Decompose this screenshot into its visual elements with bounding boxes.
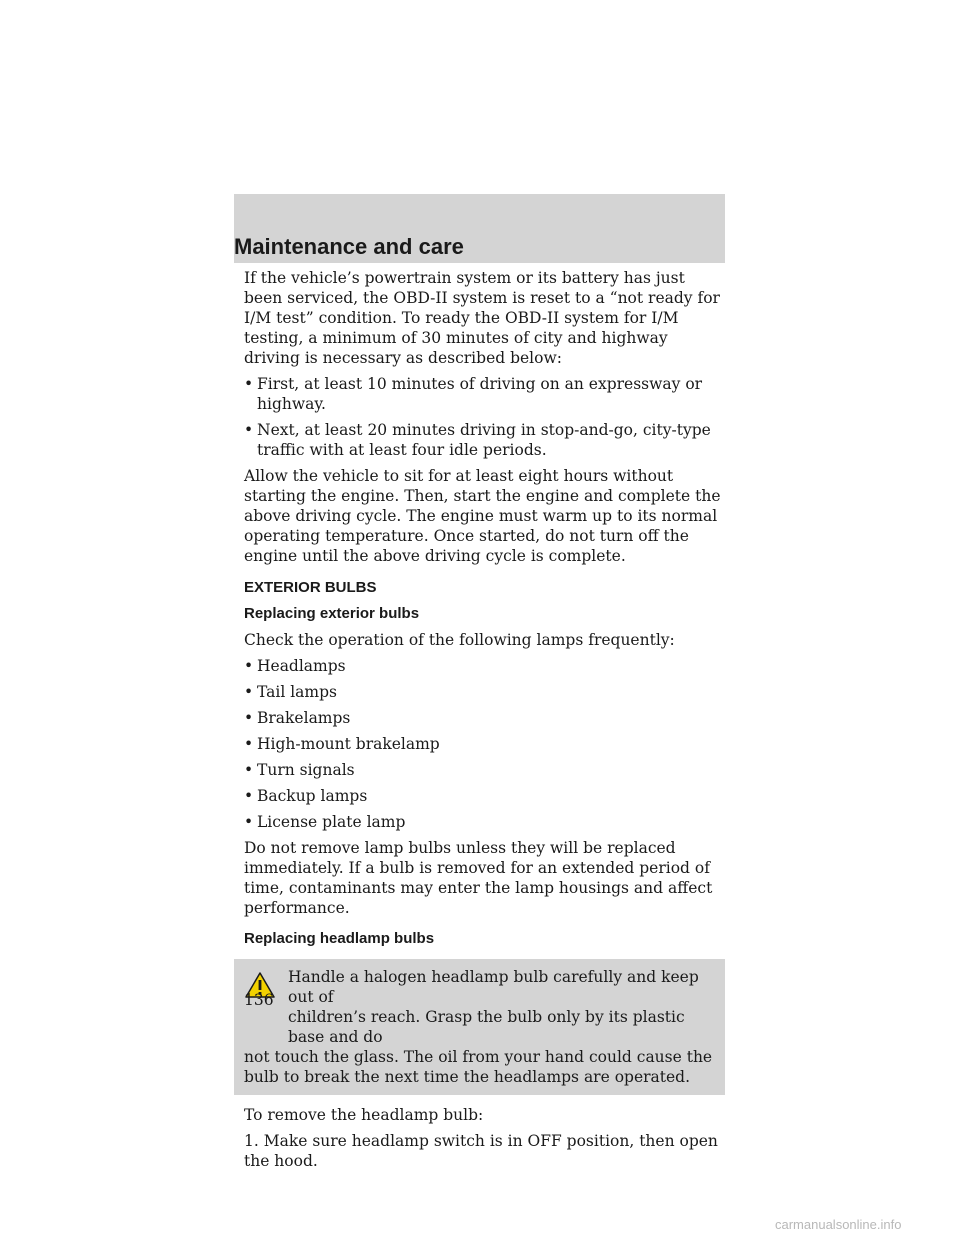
lamp-check-intro: Check the operation of the following lamps frequently: <box>244 631 675 649</box>
lamp-list-item: • Brakelamps <box>244 709 351 727</box>
bulb-removal-note: Do not remove lamp bulbs unless they will be replaced immediately. If a bulb is removed for an extended period of time, contaminants may enter the lamp housings and affect performance. <box>244 839 713 917</box>
bullet-icon: • <box>244 657 254 675</box>
bullet-icon: • <box>244 761 254 779</box>
section-title: Maintenance and care <box>234 234 464 259</box>
bullet-icon: • <box>244 787 254 805</box>
warning-text: not touch the glass. The oil from your hand could cause the bulb to break the next time the headlamps are operated. <box>244 1048 713 1086</box>
replacing-exterior-bulbs-heading: Replacing exterior bulbs <box>244 605 420 622</box>
bullet-icon: • <box>244 421 254 439</box>
intro-paragraph: If the vehicle’s powertrain system or its battery has just been serviced, the OBD-II system is reset to a “not ready for I/M test” condition. To ready the OBD-II system for I/M testing, a minimum of 30 minutes of city and highway driving is necessary as described below: <box>244 269 720 367</box>
bullet-icon: • <box>244 813 254 831</box>
page-number: 136 <box>244 991 274 1009</box>
bullet-icon: • <box>244 683 254 701</box>
list-item: • Next, at least 20 minutes driving in stop-and-go, city-type traffic with at least four idle periods. <box>244 421 711 459</box>
lamp-list-item: • Turn signals <box>244 761 355 779</box>
soak-paragraph: Allow the vehicle to sit for at least eight hours without starting the engine. Then, start the engine and complete the above driving cycle. The engine must warm up to its normal operating temperature. Once started, do not turn off the engine until the above driving cycle is complete. <box>244 467 721 565</box>
lamp-list-item: • High-mount brakelamp <box>244 735 440 753</box>
list-item: • First, at least 10 minutes of driving on an expressway or highway. <box>244 375 703 413</box>
bullet-icon: • <box>244 735 254 753</box>
remove-headlamp-intro: To remove the headlamp bulb: <box>244 1106 484 1124</box>
lamp-list-item: • License plate lamp <box>244 813 406 831</box>
page-content <box>244 268 726 1177</box>
bullet-icon: • <box>244 375 254 393</box>
lamp-list-item: • Tail lamps <box>244 683 337 701</box>
lamp-list-item: • Backup lamps <box>244 787 368 805</box>
warning-box <box>234 959 725 1095</box>
lamp-list-item: • Headlamps <box>244 657 346 675</box>
exterior-bulbs-heading: EXTERIOR BULBS <box>244 579 377 596</box>
bullet-icon: • <box>244 709 254 727</box>
replacing-headlamp-bulbs-heading: Replacing headlamp bulbs <box>244 930 435 947</box>
warning-text-indented: Handle a halogen headlamp bulb carefully and keep out of children’s reach. Grasp the bulb only by its plastic base and do <box>288 968 699 1046</box>
step-1: 1. Make sure headlamp switch is in OFF position, then open the hood. <box>244 1132 718 1170</box>
watermark: carmanualsonline.info <box>775 1217 902 1232</box>
